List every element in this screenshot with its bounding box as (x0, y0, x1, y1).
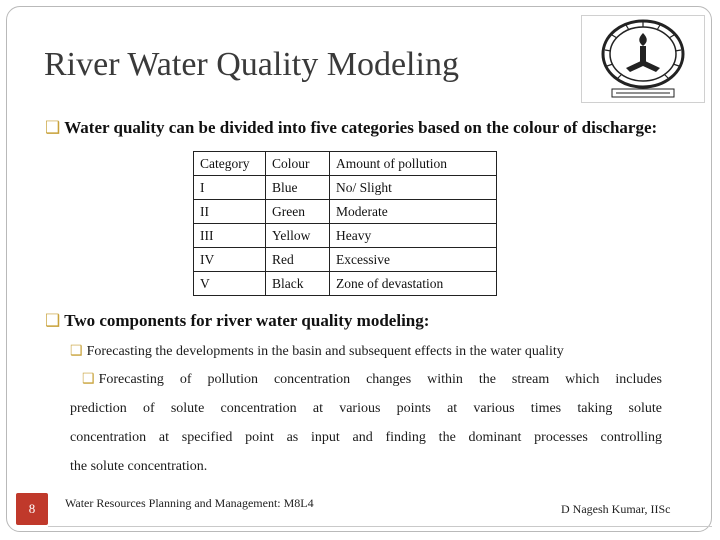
sub-bullet-2-line: concentration at specified point as input and finding the dominant processes controlling (70, 430, 662, 445)
institute-emblem-logo-icon (582, 16, 704, 102)
table-header-cell: Colour (266, 152, 330, 176)
sub-bullet-2-text: Forecasting of pollution concentration changes within the stream which includes (98, 372, 662, 387)
table-cell: Black (266, 272, 330, 296)
water-quality-table (193, 151, 497, 296)
sub-bullet-marker-icon: ❑ (70, 344, 83, 359)
table-cell: Blue (266, 176, 330, 200)
bullet-categories (45, 118, 657, 138)
table-cell: Red (266, 248, 330, 272)
sub-bullet-2-line: prediction of solute concentration at various points at various times taking solute (70, 401, 662, 416)
bullet-marker-icon: ❑ (45, 311, 61, 330)
bullet-categories-text: Water quality can be divided into five categories based on the colour of discharge: (64, 118, 658, 137)
footer-divider (48, 526, 712, 527)
sub-bullet-1-text: Forecasting the developments in the basin and subsequent effects in the water quality (86, 344, 564, 359)
table-row (194, 176, 497, 200)
table-cell: Heavy (330, 224, 497, 248)
table-cell: No/ Slight (330, 176, 497, 200)
table-cell: II (194, 200, 266, 224)
bullet-marker-icon: ❑ (45, 118, 61, 137)
table-header-cell: Amount of pollution (330, 152, 497, 176)
table-cell: Yellow (266, 224, 330, 248)
table-row (194, 248, 497, 272)
table-header-row (194, 152, 497, 176)
institute-logo (581, 15, 705, 103)
table-cell: Moderate (330, 200, 497, 224)
bullet-components (45, 311, 429, 331)
sub-bullet-1 (70, 337, 564, 366)
slide-title: River Water Quality Modeling (44, 46, 459, 83)
table-cell: I (194, 176, 266, 200)
table-cell: Zone of devastation (330, 272, 497, 296)
table-row (194, 224, 497, 248)
bullet-components-text: Two components for river water quality modeling: (64, 311, 430, 330)
table-cell: Excessive (330, 248, 497, 272)
sub-bullet-2-line (70, 365, 662, 394)
table-row (194, 272, 497, 296)
table-cell: Green (266, 200, 330, 224)
sub-bullet-2 (70, 365, 662, 481)
table-row (194, 200, 497, 224)
sub-bullet-marker-icon: ❑ (82, 372, 95, 387)
page-number-badge: 8 (16, 493, 48, 525)
table-cell: V (194, 272, 266, 296)
table-header-cell: Category (194, 152, 266, 176)
table-cell: IV (194, 248, 266, 272)
footer-author: D Nagesh Kumar, IISc (561, 502, 671, 516)
table-cell: III (194, 224, 266, 248)
footer-course: Water Resources Planning and Management: M8L4 (65, 496, 314, 510)
sub-bullet-2-line: the solute concentration. (70, 459, 208, 474)
